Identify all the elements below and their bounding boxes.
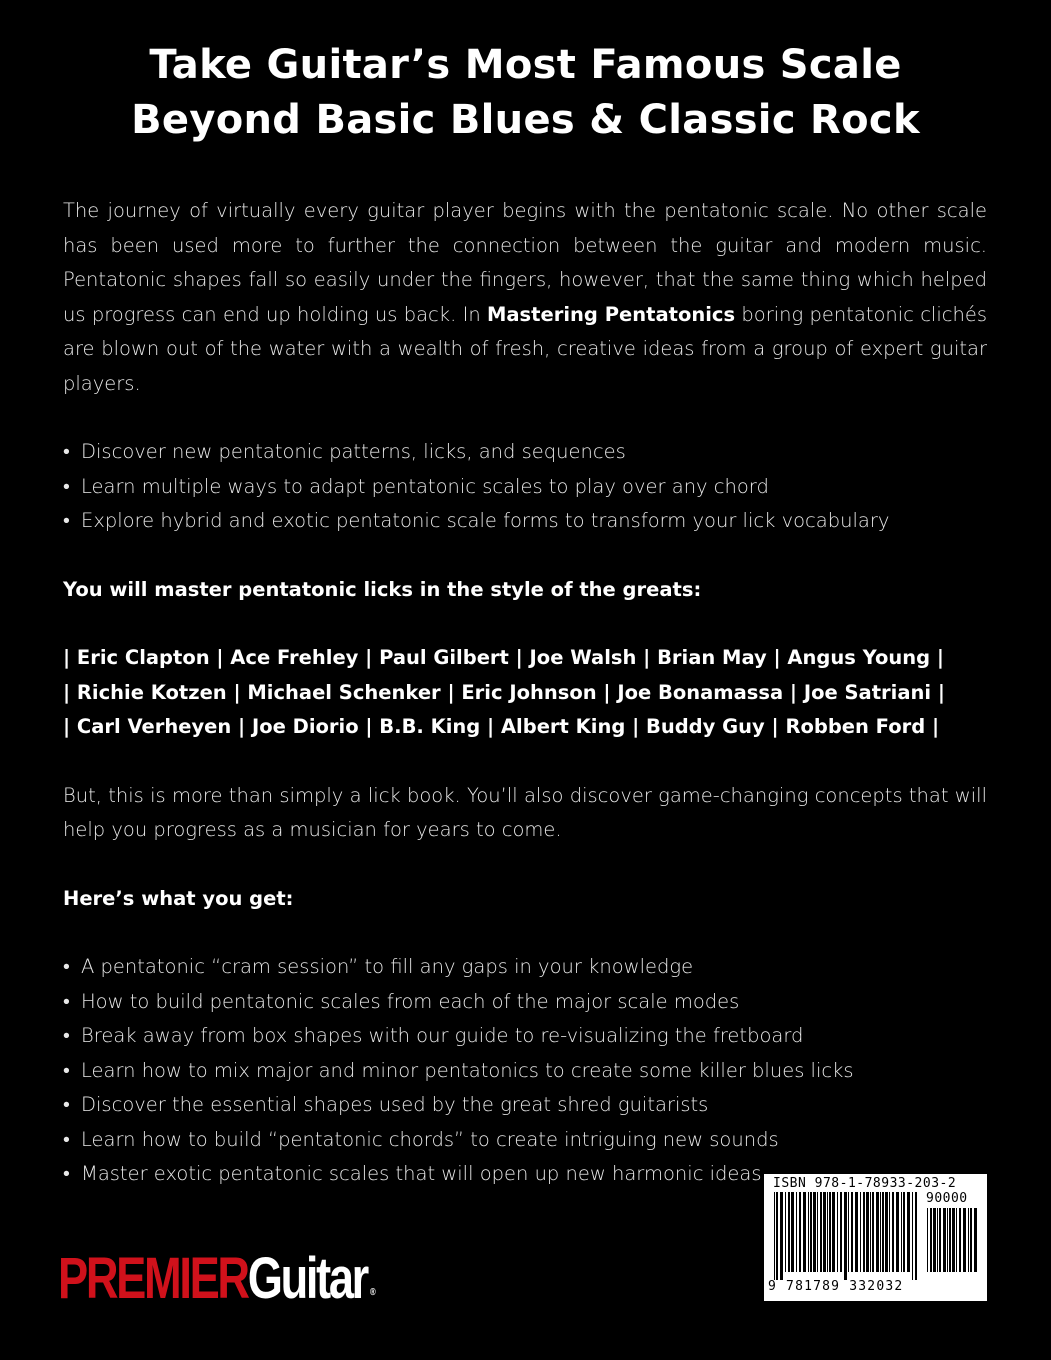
barcode-bar [851,1192,853,1272]
list-item-text: Discover new pentatonic patterns, licks, and sequences [81,440,626,463]
logo-guitar-word: Guitar [247,1246,367,1311]
barcode-bar [963,1208,966,1272]
barcode-bar [933,1208,936,1272]
barcode-bar [823,1192,826,1272]
barcode-bar [885,1192,888,1272]
get-heading: Here’s what you get: [63,886,294,910]
list-item-text: A pentatonic “cram session” to fill any gaps in your knowledge [81,955,694,978]
barcode-bar [970,1208,972,1272]
barcode-bar [907,1192,910,1272]
barcode-bar [959,1208,961,1272]
barcode-bar [780,1192,783,1280]
list-item-text: How to build pentatonic scales from each of the major scale modes [81,989,740,1013]
barcode-bar [855,1192,858,1272]
headline-line-2: Beyond Basic Blues & Classic Rock [131,97,920,143]
barcode-bar [937,1208,938,1272]
barcode-bar [827,1192,828,1272]
intro-text-end: boring pentatonic clichés are blown out of the water with a wealth of fresh, creative ideas from a group of expert guitar players. [63,302,987,395]
barcode-bar [840,1192,842,1272]
barcode-bar [943,1208,946,1272]
names-line: | Carl Verheyen | Joe Diorio | B.B. King | Albert King | Buddy Guy | Robben Ford | [63,715,940,738]
feature-list-1 [63,435,987,539]
list-item [63,1123,987,1158]
list-item-text: Break away from box shapes with our guide to re-visualizing the fretboard [81,1024,804,1047]
barcode-bar [813,1192,816,1272]
bullet-icon: • [63,1058,70,1082]
barcode-bar [791,1192,794,1272]
barcode-bar [785,1192,786,1272]
bullet-icon: • [63,1127,70,1151]
list-item [63,1054,987,1089]
barcode-bar [949,1208,951,1272]
book-title-bold: Mastering Pentatonics [486,302,736,326]
barcode-bar [876,1192,879,1272]
list-item-text: Discover the essential shapes used by the great shred guitarists [81,1093,709,1116]
bullet-icon: • [63,989,70,1013]
greats-heading: You will master pentatonic licks in the style of the greats: [63,577,702,601]
barcode-bar [848,1192,849,1272]
barcode-bar [930,1208,932,1272]
bullet-icon: • [63,1162,70,1185]
barcode-bar [817,1192,818,1272]
list-item-text: Master exotic pentatonic scales that will open up new harmonic ideas [81,1162,762,1185]
barcode-bar [810,1192,812,1272]
isbn-barcode [764,1174,987,1301]
barcode-bar [968,1208,969,1272]
bullet-icon: • [63,955,70,978]
names-line: | Eric Clapton | Ace Frehley | Paul Gilbert | Joe Walsh | Brian May | Angus Young | [63,646,945,669]
barcode-bar [808,1192,809,1272]
barcode-addon-number: 90000 [926,1191,968,1206]
intro-text-start: The journey of virtually every guitar player begins with the pentatonic scale. No other scale has been used more to further the connection between the guitar and modern music. Pentatonic shapes fall so easily under the fingers, however, that the same thing which helped us progress can end up holding us back. In [63,199,987,326]
barcode-bar [903,1192,905,1272]
logo-premier-word: PREMIER [58,1246,248,1311]
list-item-text: Learn how to build “pentatonic chords” to create intriguing new sounds [81,1127,779,1151]
bullet-icon: • [63,1024,70,1047]
barcode-bar [892,1192,894,1272]
second-paragraph: But, this is more than simply a lick book. You’ll also discover game-changing concepts that will help you progress as a musician for years to come. [63,783,987,841]
barcode-bar [889,1192,890,1272]
barcode-bar [880,1192,881,1272]
barcode-bar [844,1192,847,1280]
isbn-label: ISBN 978-1-78933-203-2 [773,1176,957,1191]
barcode-bar [870,1192,871,1272]
barcode-bar [796,1192,797,1272]
premier-guitar-logo [58,1244,376,1314]
barcode-bar [799,1192,801,1272]
feature-list-2 [63,950,987,1192]
bullet-icon: • [63,440,70,463]
barcode-bar [947,1208,948,1272]
list-item [63,985,987,1020]
barcode-bar [882,1192,884,1272]
list-item [63,470,987,505]
barcode-bar [820,1192,822,1272]
bullet-icon: • [63,474,70,498]
barcode-bar [860,1192,861,1272]
barcode-bar [866,1192,869,1272]
bullet-icon: • [63,509,70,532]
barcode-bar [832,1192,835,1272]
names-line: | Richie Kotzen | Michael Schenker | Eric Johnson | Joe Bonamassa | Joe Satriani | [63,680,945,704]
headline-line-1: Take Guitar’s Most Famous Scale [149,42,902,88]
barcode-bar [927,1208,928,1272]
list-item [63,1019,987,1054]
barcode-addon-bars [926,1208,980,1280]
bullet-icon: • [63,1093,70,1116]
registered-mark: ® [370,1287,376,1298]
barcode-main-bars [773,1192,917,1280]
barcode-bar [912,1192,913,1280]
list-item-text: Explore hybrid and exotic pentatonic scale forms to transform your lick vocabulary [81,509,890,532]
barcode-bar [952,1208,955,1272]
barcode-bar [776,1192,778,1280]
barcode-bar [872,1192,874,1272]
barcode-bar [803,1192,806,1272]
barcode-bar [939,1208,941,1272]
barcode-bar [901,1192,902,1272]
barcode-bar [915,1192,917,1280]
list-item-text: Learn how to mix major and minor pentatonics to create some killer blues licks [81,1058,854,1082]
barcode-bar [829,1192,831,1272]
barcode-bar [774,1192,775,1280]
list-item-text: Learn multiple ways to adapt pentatonic scales to play over any chord [81,474,769,498]
list-item [63,435,987,470]
list-item [63,1088,987,1123]
blurb-content [63,194,987,1192]
barcode-bar [837,1192,838,1272]
back-cover-headline [0,38,1051,148]
barcode-bar [956,1208,957,1272]
list-item [63,950,987,985]
guitarist-names [63,641,987,745]
intro-paragraph [63,194,987,401]
barcode-bar [896,1192,899,1272]
barcode-digits: 9 781789 332032 [768,1279,904,1294]
barcode-bar [974,1208,977,1272]
barcode-bar [863,1192,865,1272]
list-item [63,504,987,539]
barcode-bar [788,1192,790,1272]
